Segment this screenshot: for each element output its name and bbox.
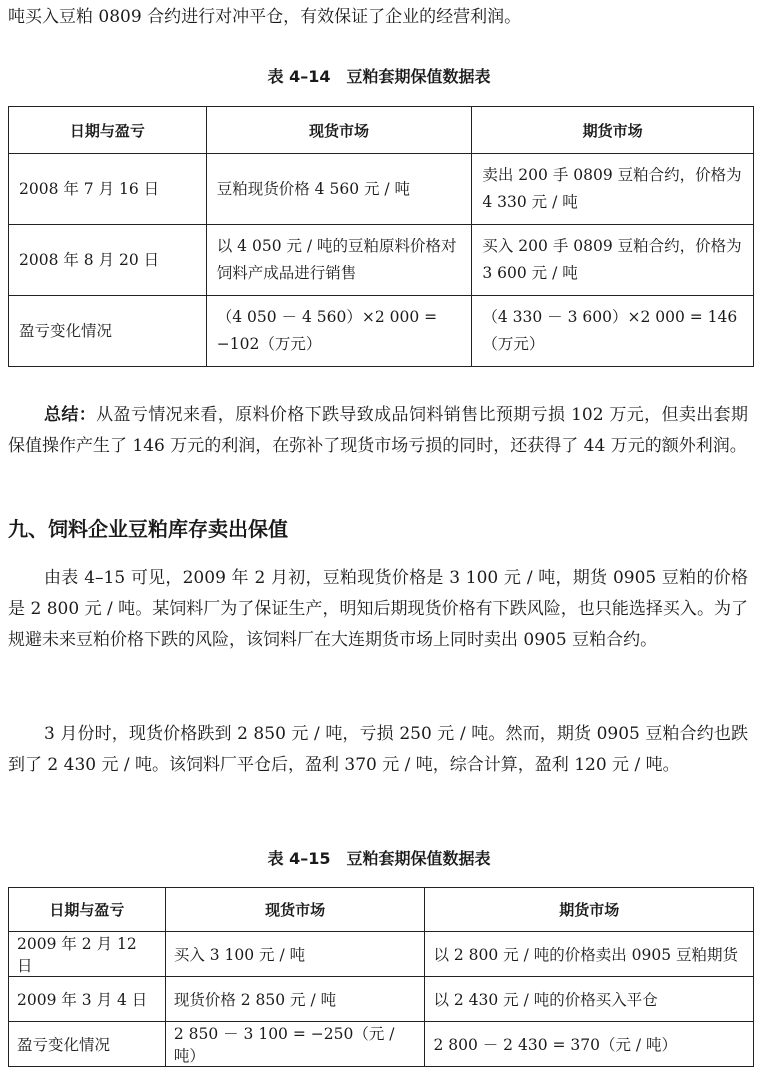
table-cell: 现货价格 2 850 元 / 吨 (165, 977, 425, 1022)
table-row (9, 225, 754, 296)
table1-caption (0, 64, 758, 87)
table2-header-cell: 期货市场 (425, 888, 754, 932)
table-row (9, 932, 754, 977)
table1-header-cell: 日期与盈亏 (9, 107, 207, 154)
intro-line: 吨买入豆粕 0809 合约进行对冲平仓，有效保证了企业的经营利润。 (8, 7, 522, 27)
paragraph-1: 由表 4–15 可见，2009 年 2 月初，豆粕现货价格是 3 100 元 / 吨，期货 0905 豆粕的价格是 2 800 元 / 吨。某饲料厂为了保证生产，明知后期现货价格有下跌风险，也只能选择买入。为了规避未来豆粕价格下跌的风险，该饲料厂在大连期货市场上同时卖出 0905 豆粕合约。 (8, 568, 748, 650)
table2-header-cell: 现货市场 (165, 888, 425, 932)
table-cell: 2009 年 3 月 4 日 (9, 977, 166, 1022)
section-heading: 九、饲料企业豆粕库存卖出保值 (8, 517, 288, 541)
table1-title: 豆粕套期保值数据表 (346, 67, 491, 86)
table-4-14 (8, 106, 754, 367)
table-cell: 2009 年 2 月 12 日 (9, 932, 166, 977)
table2-header-cell: 日期与盈亏 (9, 888, 166, 932)
table2-title: 豆粕套期保值数据表 (346, 849, 491, 868)
table-cell: 2 850 － 3 100 = −250（元 / 吨） (165, 1022, 425, 1067)
summary-paragraph (8, 400, 748, 462)
table-cell: 卖出 200 手 0809 豆粕合约，价格为 4 330 元 / 吨 (472, 154, 754, 225)
table-cell: 2 800 － 2 430 = 370（元 / 吨） (425, 1022, 754, 1067)
table-row (9, 977, 754, 1022)
paragraph-2: 3 月份时，现货价格跌到 2 850 元 / 吨，亏损 250 元 / 吨。然而，期货 0905 豆粕合约也跌到了 2 430 元 / 吨。该饲料厂平仓后，盈利 370 元 / 吨，综合计算，盈利 120 元 / 吨。 (8, 724, 748, 775)
table-cell: 以 2 430 元 / 吨的价格买入平仓 (425, 977, 754, 1022)
table-row (9, 296, 754, 367)
table2-caption (0, 846, 758, 869)
table-cell: 买入 3 100 元 / 吨 (165, 932, 425, 977)
table1-header-row (9, 107, 754, 154)
table-cell: 豆粕现货价格 4 560 元 / 吨 (206, 154, 472, 225)
table-cell: （4 050 － 4 560）×2 000 = −102（万元） (206, 296, 472, 367)
table-row (9, 154, 754, 225)
summary-label: 总结： (44, 405, 97, 425)
table-cell: 以 2 800 元 / 吨的价格卖出 0905 豆粕期货 (425, 932, 754, 977)
table-cell: 以 4 050 元 / 吨的豆粕原料价格对饲料产成品进行销售 (206, 225, 472, 296)
table-cell: 2008 年 7 月 16 日 (9, 154, 207, 225)
table-row (9, 1022, 754, 1067)
table2-header-row (9, 888, 754, 932)
table-cell: 盈亏变化情况 (9, 1022, 166, 1067)
table1-header-cell: 现货市场 (206, 107, 472, 154)
table1-header-cell: 期货市场 (472, 107, 754, 154)
table-cell: 买入 200 手 0809 豆粕合约，价格为 3 600 元 / 吨 (472, 225, 754, 296)
table-cell: （4 330 － 3 600）×2 000 = 146（万元） (472, 296, 754, 367)
table-4-15 (8, 887, 754, 1067)
summary-text: 从盈亏情况来看，原料价格下跌导致成品饲料销售比预期亏损 102 万元，但卖出套期保值操作产生了 146 万元的利润，在弥补了现货市场亏损的同时，还获得了 44 万元的额外利润。 (8, 405, 748, 456)
table-cell: 2008 年 8 月 20 日 (9, 225, 207, 296)
table1-number: 表 4–14 (267, 67, 331, 86)
table2-number: 表 4–15 (267, 849, 331, 868)
table-cell: 盈亏变化情况 (9, 296, 207, 367)
